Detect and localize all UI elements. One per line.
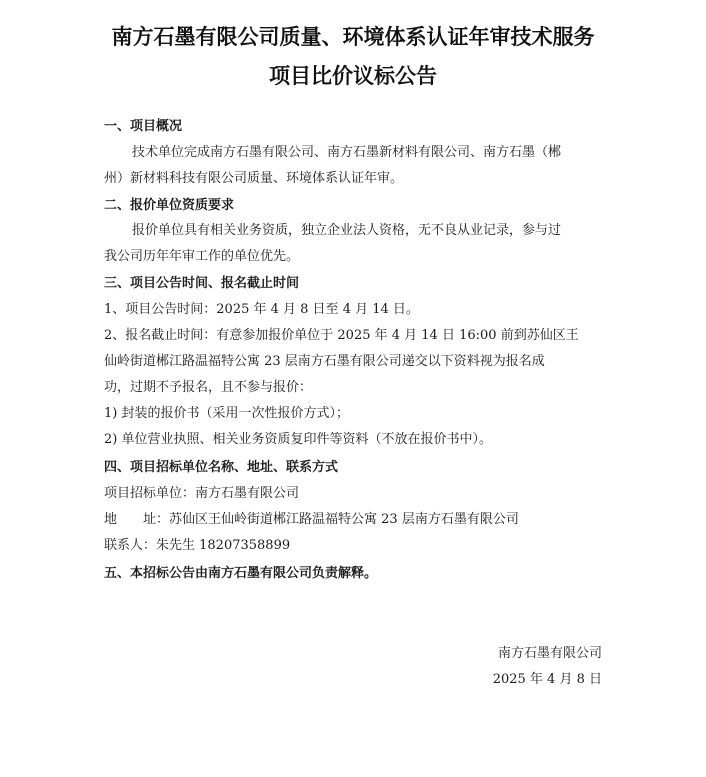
section-4-heading: 四、项目招标单位名称、地址、联系方式	[104, 460, 339, 475]
required-doc-2: 2) 单位营业执照、相关业务资质复印件等资料（不放在报价书中）。	[104, 432, 492, 447]
section-3-heading: 三、项目公告时间、报名截止时间	[104, 276, 300, 291]
address-value: 苏仙区王仙岭街道郴江路温福特公寓 23 层南方石墨有限公司	[169, 512, 519, 527]
section-1-body-line-1: 技术单位完成南方石墨有限公司、南方石墨新材料有限公司、南方石墨（郴	[132, 145, 562, 160]
section-2-body-line-1: 报价单位具有相关业务资质，独立企业法人资格，无不良从业记录，参与过	[132, 223, 562, 238]
section-5-heading: 五、本招标公告由南方石墨有限公司负责解释。	[104, 566, 378, 581]
address-label-a: 地	[104, 512, 118, 527]
section-1-heading: 一、项目概况	[104, 119, 183, 134]
document-title-line-1: 南方石墨有限公司质量、环境体系认证年审技术服务	[111, 25, 595, 49]
announcement-period: 1、项目公告时间：2025 年 4 月 8 日至 4 月 14 日。	[104, 302, 419, 317]
document-title-line-2: 项目比价议标公告	[269, 64, 437, 88]
section-2-heading: 二、报价单位资质要求	[104, 198, 235, 213]
section-1-body-line-2: 州）新材料科技有限公司质量、环境体系认证年审。	[104, 171, 404, 186]
required-doc-1: 1) 封装的报价书（采用一次性报价方式）；	[104, 406, 349, 421]
deadline-line-1: 2、报名截止时间：有意参加报价单位于 2025 年 4 月 14 日 16:00 前到苏仙区王	[104, 328, 579, 343]
deadline-line-2: 仙岭街道郴江路温福特公寓 23 层南方石墨有限公司递交以下资料视为报名成	[104, 354, 545, 369]
address-line	[104, 512, 519, 528]
section-2-body-line-2: 我公司历年年审工作的单位优先。	[104, 249, 300, 264]
contact-person: 联系人：朱先生 18207358899	[104, 538, 291, 553]
signature-date: 2025 年 4 月 8 日	[492, 672, 602, 687]
address-label-b: 址：	[143, 512, 170, 527]
deadline-line-3: 功，过期不予报名，且不参与报价：	[104, 380, 313, 395]
tendering-unit: 项目招标单位：南方石墨有限公司	[104, 486, 300, 501]
signature-company: 南方石墨有限公司	[497, 646, 602, 661]
